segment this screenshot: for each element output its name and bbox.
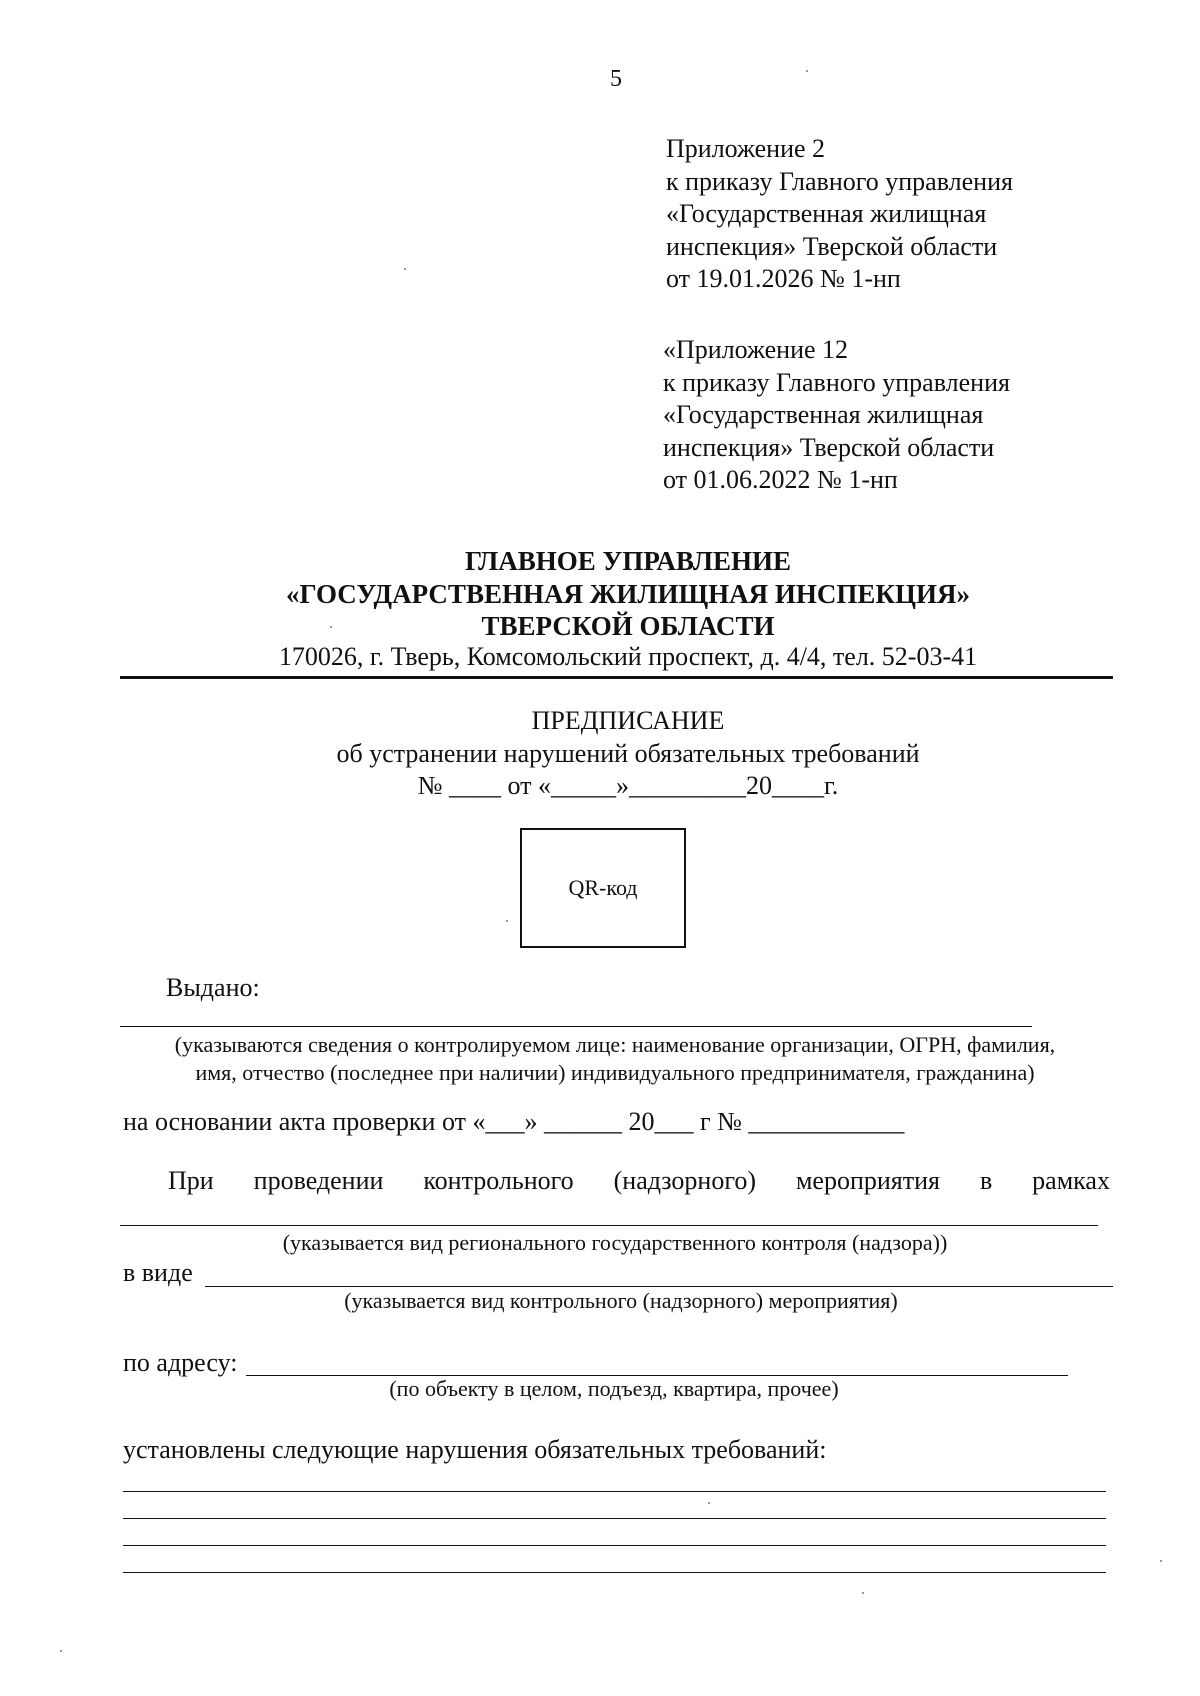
control-word: в: [979, 1166, 993, 1195]
scan-speck: [330, 626, 332, 628]
control-type-hint: (указывается вид регионального государственного контроля (надзора)): [282, 1230, 948, 1255]
issued-hint-line1: (указываются сведения о контролируемом лице: наименование организации, ОГРН, фамилия,: [174, 1032, 1056, 1057]
scan-speck: [404, 268, 406, 270]
appendix-line: от 01.06.2022 № 1-нп: [663, 465, 898, 494]
issued-label: Выдано:: [166, 973, 260, 1002]
agency-name-line1: ГЛАВНОЕ УПРАВЛЕНИЕ: [465, 546, 791, 576]
header-rule: [120, 676, 1113, 679]
doc-number-line: № ____ от «_____»_________20____г.: [417, 771, 839, 800]
control-word: проведении: [253, 1166, 384, 1195]
appendix-block-new: [666, 133, 1013, 296]
scan-speck: [1160, 1560, 1162, 1562]
qr-code-label: QR-код: [568, 875, 638, 900]
appendix-line: Приложение 2: [666, 134, 826, 163]
control-intro-line: [168, 1166, 1110, 1196]
control-word: (надзорного): [613, 1166, 757, 1195]
doc-title: ПРЕДПИСАНИЕ: [531, 706, 725, 735]
scan-speck: [708, 1502, 710, 1504]
appendix-line: «Государственная жилищная: [663, 400, 984, 429]
violations-line: [123, 1572, 1106, 1573]
page-number: 5: [610, 66, 622, 92]
scan-speck: [60, 1650, 62, 1652]
violations-line: [123, 1491, 1106, 1492]
appendix-line: «Приложение 12: [663, 335, 849, 364]
scan-speck: [862, 1592, 864, 1594]
control-type-fill-line: [120, 1225, 1098, 1226]
violations-label: установлены следующие нарушения обязательных требований:: [123, 1435, 827, 1464]
form-label: в виде: [123, 1258, 193, 1287]
form-hint: (указывается вид контрольного (надзорного) мероприятия): [344, 1288, 898, 1313]
address-label: по адресу:: [123, 1348, 238, 1377]
appendix-line: «Государственная жилищная: [666, 199, 987, 228]
appendix-block-old: [663, 334, 1010, 497]
agency-name-line3: ТВЕРСКОЙ ОБЛАСТИ: [481, 611, 775, 641]
appendix-line: инспекция» Тверской области: [666, 231, 998, 261]
violations-line: [123, 1545, 1106, 1546]
agency-address: 170026, г. Тверь, Комсомольский проспект, д. 4/4, тел. 52-03-41: [278, 642, 978, 671]
issued-hint-line2: имя, отчество (последнее при наличии) индивидуального предпринимателя, гражданина): [195, 1060, 1035, 1085]
appendix-line: к приказу Главного управления: [663, 367, 1010, 397]
agency-name-line2: «ГОСУДАРСТВЕННАЯ ЖИЛИЩНАЯ ИНСПЕКЦИЯ»: [285, 579, 971, 609]
address-hint: (по объекту в целом, подъезд, квартира, прочее): [389, 1376, 839, 1401]
form-fill-line: [205, 1286, 1113, 1287]
violations-line: [123, 1518, 1106, 1519]
doc-subtitle: об устранении нарушений обязательных требований: [336, 739, 920, 768]
control-word: контрольного: [423, 1166, 574, 1195]
appendix-line: от 19.01.2026 № 1-нп: [666, 264, 901, 293]
basis-line: на основании акта проверки от «___» ______ 20___ г № ____________: [123, 1107, 905, 1136]
control-word: рамках: [1032, 1166, 1110, 1195]
scan-speck: [806, 70, 808, 72]
qr-code-placeholder: [520, 828, 686, 948]
appendix-line: инспекция» Тверской области: [663, 432, 995, 462]
issued-fill-line: [120, 1026, 1032, 1027]
control-word: При: [168, 1166, 214, 1195]
control-word: мероприятия: [795, 1166, 940, 1195]
appendix-line: к приказу Главного управления: [666, 166, 1013, 196]
scan-speck: [506, 920, 508, 922]
